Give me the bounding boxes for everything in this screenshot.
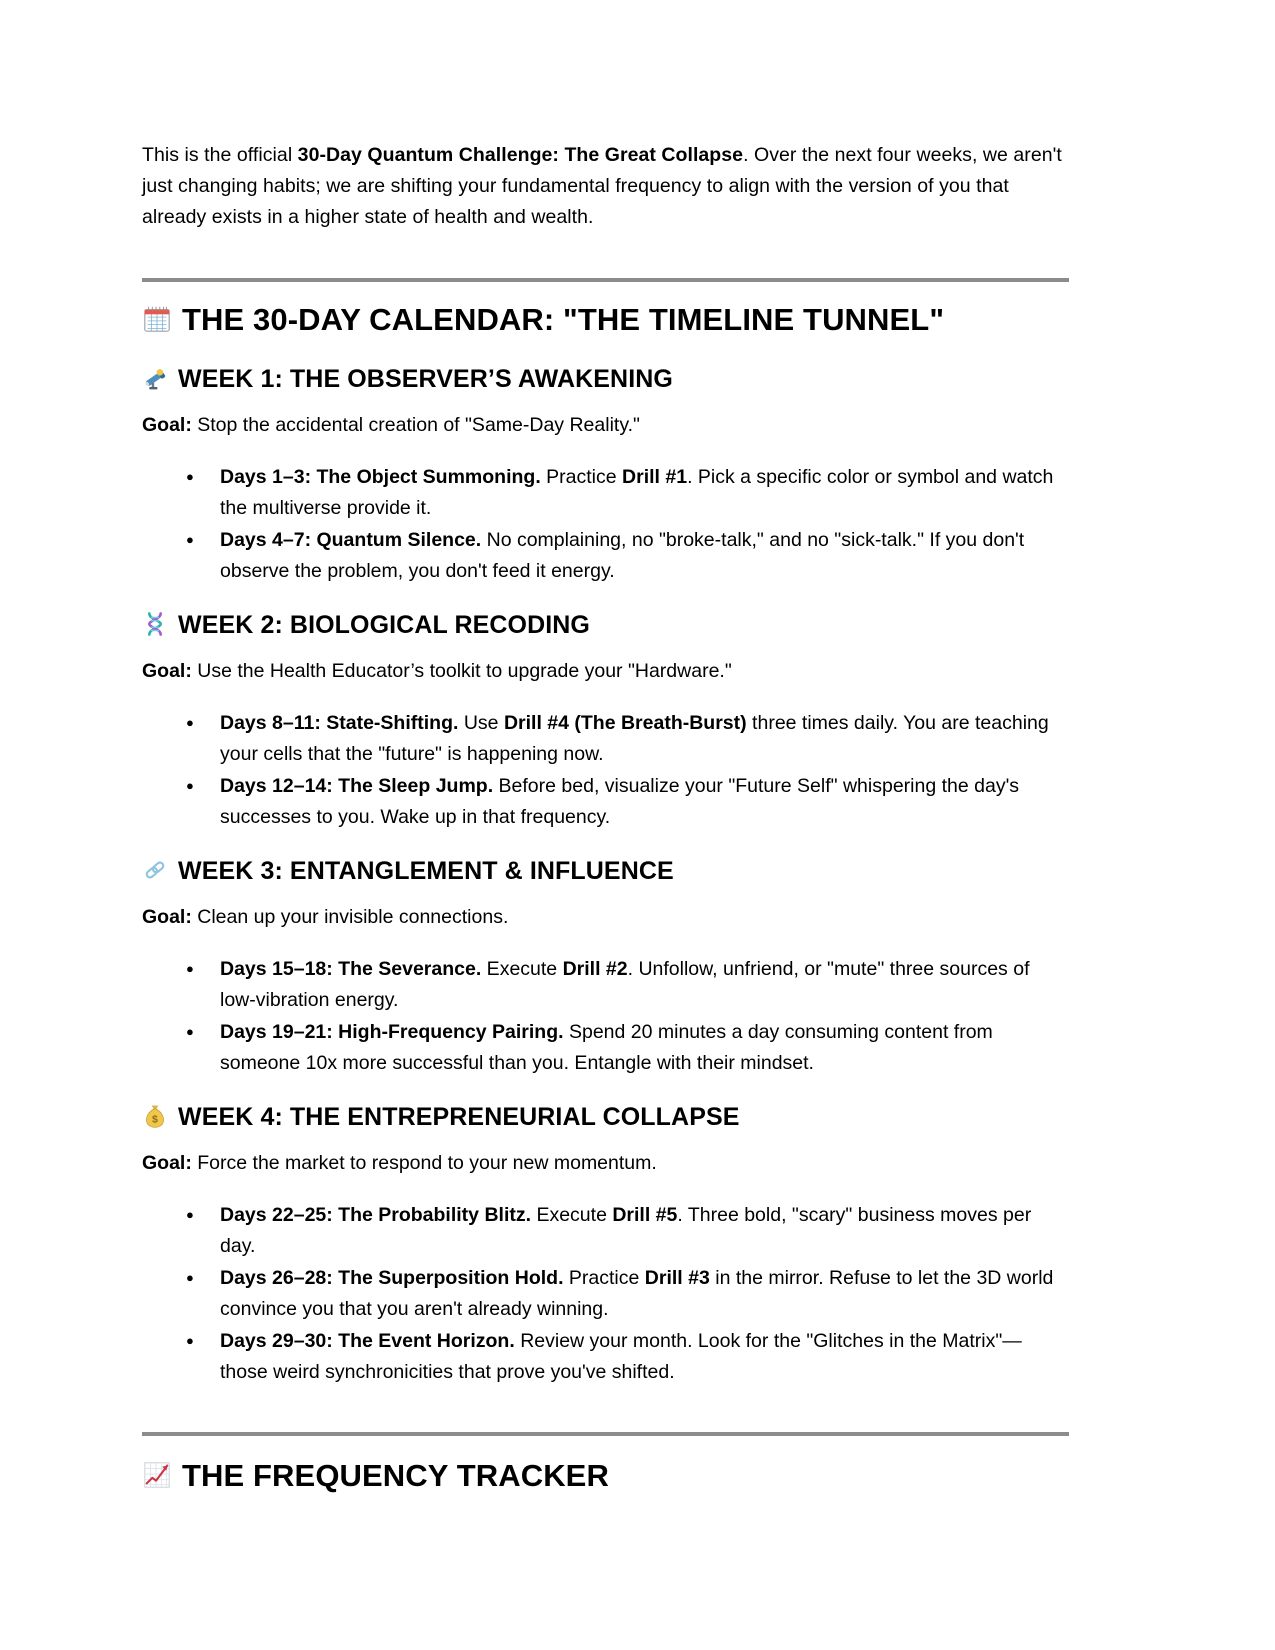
week-1-day-list <box>142 462 1067 586</box>
list-item <box>142 1263 1067 1324</box>
list-item <box>142 708 1067 769</box>
week-block-3 <box>142 854 1070 1078</box>
tracker-section-heading <box>142 1456 1070 1496</box>
week-block-2 <box>142 608 1070 832</box>
day-text-tail: . Unfollow, unfriend, or "mute" three sources of low-vibration energy. <box>220 958 1030 1011</box>
day-drill-label: Drill #1 <box>622 466 688 488</box>
day-range-label: Days 12–14: The Sleep Jump. <box>220 775 494 797</box>
day-drill-label: Drill #3 <box>644 1267 710 1289</box>
day-text-mid: Before bed, visualize your "Future Self" whispering the day's successes to you. Wake up in that frequency. <box>220 775 1020 828</box>
day-drill-label: Drill #2 <box>562 958 628 980</box>
intro-text-after: . Over the next four weeks, we aren't just changing habits; we are shifting your fundamental frequency to align with the version of you that already exists in a higher state of health and wealth. <box>142 144 1062 228</box>
day-range-label: Days 29–30: The Event Horizon. <box>220 1330 515 1352</box>
goal-label: Goal: <box>142 1152 192 1174</box>
day-text-mid: Review your month. Look for the "Glitches in the Matrix"—those weird synchronicities that prove you've shifted. <box>220 1330 1022 1383</box>
week-3-day-list <box>142 954 1067 1078</box>
week-block-1 <box>142 362 1070 586</box>
goal-label: Goal: <box>142 414 192 436</box>
money-bag-icon <box>142 1103 168 1129</box>
week-2-day-list <box>142 708 1067 832</box>
week-4-title: WEEK 4: THE ENTREPRENEURIAL COLLAPSE <box>178 1103 740 1131</box>
day-text-tail: . Three bold, "scary" business moves per day. <box>220 1204 1032 1257</box>
week-3-title: WEEK 3: ENTANGLEMENT & INFLUENCE <box>178 857 674 885</box>
day-drill-label: Drill #4 (The Breath-Burst) <box>503 712 747 734</box>
goal-label: Goal: <box>142 660 192 682</box>
list-item <box>142 954 1067 1015</box>
week-2-goal <box>142 656 1070 686</box>
day-range-label: Days 4–7: Quantum Silence. <box>220 529 482 551</box>
svg-text:$: $ <box>152 1113 158 1126</box>
section-divider-top <box>142 278 1069 282</box>
day-range-label: Days 1–3: The Object Summoning. <box>220 466 541 488</box>
day-text-tail: in the mirror. Refuse to let the 3D world convince you that you aren't already winning. <box>220 1267 1054 1320</box>
week-4-heading <box>142 1100 1070 1134</box>
calendar-section-title: THE 30-DAY CALENDAR: "THE TIMELINE TUNNEL" <box>182 302 945 337</box>
day-range-label: Days 19–21: High-Frequency Pairing. <box>220 1021 564 1043</box>
day-text-mid: Execute <box>481 958 563 980</box>
goal-text: Stop the accidental creation of "Same-Day Reality." <box>191 414 640 436</box>
list-item <box>142 1326 1067 1387</box>
goal-text: Force the market to respond to your new momentum. <box>191 1152 657 1174</box>
telescope-icon <box>142 365 168 391</box>
day-drill-label: Drill #5 <box>612 1204 678 1226</box>
week-3-heading <box>142 854 1070 888</box>
day-text-mid: No complaining, no "broke-talk," and no "sick-talk." If you don't observe the problem, you don't feed it energy. <box>220 529 1025 582</box>
tracker-section-title: THE FREQUENCY TRACKER <box>182 1458 609 1493</box>
section-divider-bottom <box>142 1432 1069 1436</box>
list-item <box>142 462 1067 523</box>
calendar-icon <box>142 304 172 334</box>
day-range-label: Days 8–11: State-Shifting. <box>220 712 459 734</box>
list-item <box>142 525 1067 586</box>
goal-text: Clean up your invisible connections. <box>191 906 509 928</box>
calendar-section-heading <box>142 300 1070 340</box>
intro-text-bold: 30-Day Quantum Challenge: The Great Collapse <box>297 144 744 166</box>
list-item <box>142 771 1067 832</box>
week-3-goal <box>142 902 1070 932</box>
goal-text: Use the Health Educator’s toolkit to upgrade your "Hardware." <box>191 660 732 682</box>
day-range-label: Days 22–25: The Probability Blitz. <box>220 1204 532 1226</box>
day-text-mid: Execute <box>531 1204 613 1226</box>
week-1-title: WEEK 1: THE OBSERVER’S AWAKENING <box>178 365 673 393</box>
week-2-title: WEEK 2: BIOLOGICAL RECODING <box>178 611 590 639</box>
week-4-day-list <box>142 1200 1067 1387</box>
list-item <box>142 1017 1067 1078</box>
goal-label: Goal: <box>142 906 192 928</box>
intro-paragraph <box>142 140 1067 233</box>
week-block-4 <box>142 1100 1070 1387</box>
day-text-mid: Spend 20 minutes a day consuming content from someone 10x more successful than you. Entangle with their mindset. <box>220 1021 993 1074</box>
dna-icon <box>142 611 168 637</box>
week-4-goal <box>142 1148 1070 1178</box>
intro-text-before: This is the official <box>142 144 298 166</box>
day-text-tail: . Pick a specific color or symbol and watch the multiverse provide it. <box>220 466 1054 519</box>
day-range-label: Days 26–28: The Superposition Hold. <box>220 1267 564 1289</box>
week-1-goal <box>142 410 1070 440</box>
chart-increasing-icon <box>142 1460 172 1490</box>
week-1-heading <box>142 362 1070 396</box>
day-text-tail: three times daily. You are teaching your cells that the "future" is happening now. <box>220 712 1049 765</box>
week-2-heading <box>142 608 1070 642</box>
day-text-mid: Use <box>458 712 504 734</box>
day-range-label: Days 15–18: The Severance. <box>220 958 482 980</box>
day-text-mid: Practice <box>540 466 623 488</box>
list-item <box>142 1200 1067 1261</box>
day-text-mid: Practice <box>563 1267 645 1289</box>
link-icon <box>142 857 168 883</box>
